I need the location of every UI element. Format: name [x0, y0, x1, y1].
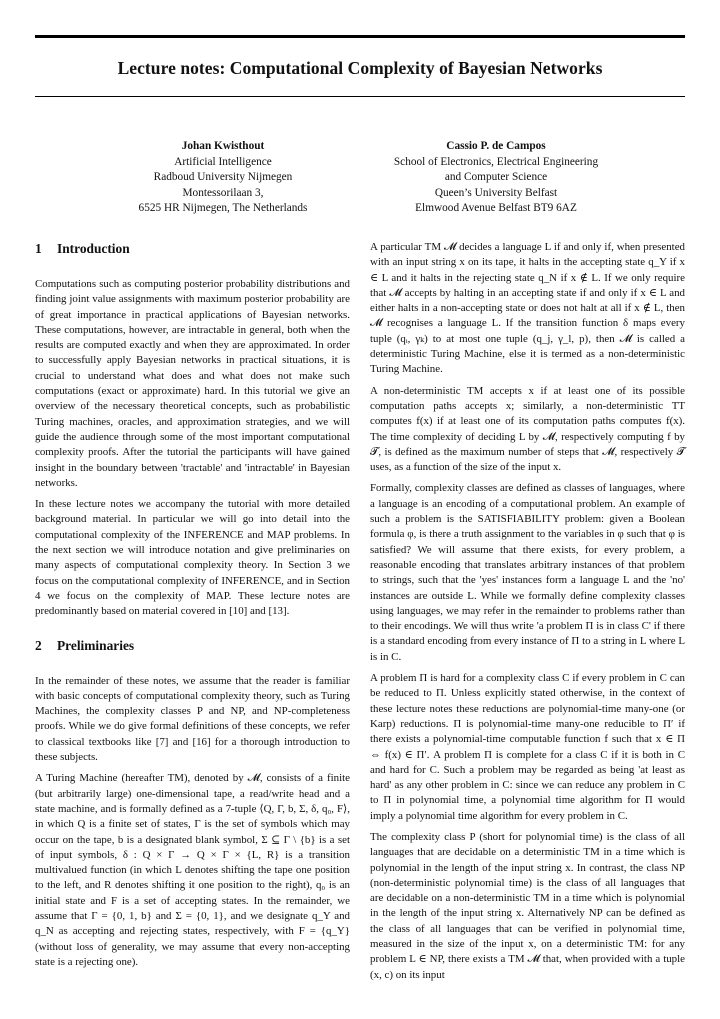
paragraph: A Turing Machine (hereafter TM), denoted by 𝓜, consists of a finite (but arbitrarily large) one-dimensional tape, a read/write head and a state machine, and is formally defined as a 7-tuple ⟨Q, Γ, b, Σ, δ, q₀, F⟩, in which Q is a finite set of states, Γ is the set of symbols which may occur on the tape, b is a designated blank symbol, Σ ⊆ Γ \ {b} is a set of input symbols, δ : Q × Γ → Q × Γ × {L, R} is a transition multivalued function (in which L denotes shifting the tape one position to the left, and R denotes shifting it one position to the right), q₀ is an initial state and F is a set of accepting states. In the remainder, we assume that Γ = {0, 1, b} and Σ = {0, 1}, and we designate q_Y and q_N as accepting and rejecting states, respectively, with F = {q_Y} (without loss of generality, we may assume that every non-accepting state is a rejecting one). [35, 772, 350, 968]
section-title: Preliminaries [57, 637, 135, 653]
section-heading-introduction [35, 240, 350, 258]
author-affiliation-line: Elmwood Avenue Belfast BT9 6AZ [415, 202, 577, 214]
paragraph: Formally, complexity classes are defined as classes of languages, where a language is an encoding of a computational problem. An example of such a problem is the SATISFIABILITY problem: given a Boolean formula φ, is there a truth assignment to the variables in φ such that φ is satisfied? We will assume that there exists, for every problem, a reasonable encoding that translates arbitrary instances of that problem to strings, such that the 'yes' instances form a language L and the 'no' instances are outside L. While we formally define complexity classes using languages, we may refer in the remainder to problems rather than to their encodings. We will thus write 'a problem Π is in class C' if there is a standard encoding from every instance of Π to a string in L where L is in C. [370, 482, 685, 663]
paragraph: A particular TM 𝓜 decides a language L if and only if, when presented with an input string x on its tape, it halts in the accepting state q_Y if x ∈ L and it halts in the rejecting state q_N if x ∉ L. If we only require that 𝓜 accepts by halting in an accepting state if and only if x ∈ L and either halts in a non-accepting state or does not halt at all if x ∉ L, then 𝓜 recognises a language L. If the transition function δ maps every tuple (qᵢ, γₖ) to at most one tuple (q_j, γ_l, p), then 𝓜 is called a deterministic Turing Machine, else it is termed as a non-deterministic Turing Machine. [370, 241, 685, 376]
section-number: 1 [35, 241, 42, 256]
section-title: Introduction [57, 241, 130, 256]
author-name: Johan Kwisthout [181, 140, 265, 152]
author-affiliation-line: Radboud University Nijmegen [153, 171, 293, 183]
author-affiliation-line: 6525 HR Nijmegen, The Netherlands [138, 202, 308, 214]
author-affiliation-line: and Computer Science [444, 171, 548, 183]
title-bottom-rule [35, 96, 685, 97]
author-block-2 [346, 139, 646, 217]
author-affiliation-line: Montessorilaan 3, [182, 186, 264, 199]
section-number: 2 [35, 637, 42, 653]
paragraph: A non-deterministic TM accepts x if at least one of its possible computation paths accepts x; similarly, a non-deterministic TT computes f(x) if at least one of its computation paths computes f(x). The time complexity of deciding L by 𝓜, respectively computing f by 𝓣, is defined as the maximum number of steps that 𝓜, respectively 𝓣 uses, as a function of the size of the input x. [370, 384, 685, 474]
author-affiliation-line: Queen’s University Belfast [434, 186, 558, 199]
paragraph: Computations such as computing posterior probability distributions and finding joint value assignments with maximum posterior probability are of great importance in practical applications of Bayesian networks. These computations, however, are intractable in general, both when the results are computed exactly and when they are approximated. In order to successfully apply Bayesian networks in practical situations, it is crucial to understand what does and what does not make such computations (exact or approximate) hard. In this tutorial we give an overview of the necessary theoretical concepts, such as probabilistic Turing machines, oracles, and approximation strategies, and we will guide the audience through some of the most important computational complexity proofs. After the tutorial the participants will have gained insight in the boundary between 'tractable' and 'intractable' in Bayesian networks. [35, 278, 350, 489]
author-block-1 [73, 139, 373, 217]
author-affiliation-line: Artificial Intelligence [174, 155, 272, 168]
right-column [370, 240, 685, 983]
author-affiliation-line: School of Electronics, Electrical Engineering [393, 155, 599, 168]
section-heading-preliminaries [35, 637, 350, 655]
paper-title: Lecture notes: Computational Complexity of Bayesian Networks [117, 58, 603, 78]
paragraph: A problem Π is hard for a complexity class C if every problem in C can be reduced to Π. Unless explicitly stated otherwise, in the context of these lecture notes these reductions are polynomial-time many-one (or Karp) reductions. Π is polynomial-time many-one reducible to Π′ if there exists a polynomial-time computable function f such that x ∈ Π ⇔ f(x) ∈ Π′. A problem Π is complete for a class C if it is both in C and hard for C. Such a problem may be regarded as being 'at least as hard' as any other problem in C: since we can reduce any problem in C to Π in polynomial time, a polynomial time algorithm for Π would imply a polynomial time algorithm for every problem in C. [370, 672, 685, 822]
paragraph: In these lecture notes we accompany the tutorial with more detailed background material. In particular we will go into detail into the computational complexity of the INFERENCE and MAP problems. In the next section we will introduce notation and give preliminaries on many aspects of computational complexity theory. In Section 3 we focus on the computational complexity of INFERENCE, and in Section 4 we focus on the complexity of MAP. These lecture notes are predominantly based on material covered in [10] and [13]. [35, 498, 350, 618]
top-rule [35, 35, 685, 38]
author-name: Cassio P. de Campos [446, 140, 546, 152]
paragraph: The complexity class P (short for polynomial time) is the class of all languages that are decidable on a deterministic TM in a time which is polynomial in the length of the input string x. In contrast, the class NP (non-deterministic polynomial time) is the class of all languages that are decidable on a non-deterministic TM in a time which is polynomial in the length of the input string x. Alternatively NP can be defined as the class of all languages that can be verified in polynomial time, measured in the size of the input x, on a deterministic TM: for any problem L ∈ NP, there exists a TM 𝓜 that, when provided with a tuple (x, c) on its input [370, 830, 685, 981]
paragraph: In the remainder of these notes, we assume that the reader is familiar with basic concepts of computational complexity theory, such as Turing Machines, the complexity classes P and NP, and NP-completeness proofs. While we do give formal definitions of these concepts, we refer to classical textbooks like [7] and [16] for a thorough introduction to these subjects. [35, 674, 350, 764]
left-column [35, 240, 350, 970]
